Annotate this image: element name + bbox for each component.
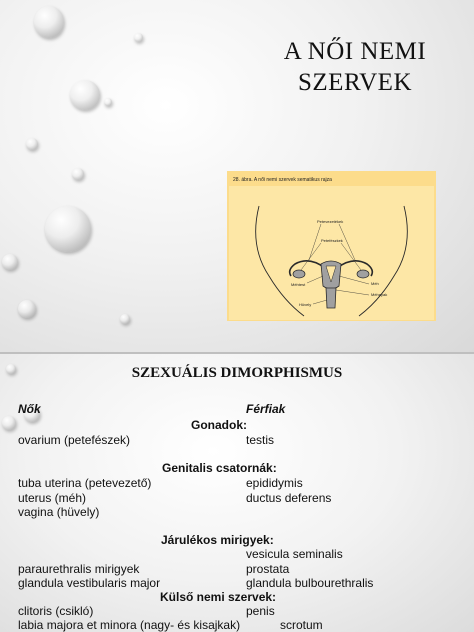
figure-caption: 28. ábra. A női nemi szervek sematikus rajza — [233, 177, 332, 183]
figure-drawing-area — [229, 186, 434, 320]
leader-line-mehnyak — [336, 290, 369, 295]
list-item: ductus deferens — [246, 491, 332, 505]
water-drop-decoration — [26, 138, 38, 150]
water-drop-decoration — [2, 416, 16, 430]
list-item: epididymis — [246, 476, 303, 490]
female-reproductive-diagram — [229, 186, 434, 320]
list-item: labia majora et minora (nagy- és kisajkak) — [18, 618, 241, 632]
list-item: glandula bulbourethralis — [246, 576, 374, 590]
water-drop-decoration — [45, 206, 91, 252]
list-item: vesicula seminalis — [246, 547, 343, 561]
slide-title-line-2: SZERVEK — [298, 69, 412, 96]
list-item: clitoris (csikló) — [18, 604, 94, 618]
label-mehnyak: Méhnyak — [371, 292, 388, 297]
slide-heading: SZEXUÁLIS DIMORPHISMUS — [131, 365, 343, 381]
list-item: tuba uterina (petevezető) — [18, 476, 152, 490]
label-meh: Méh — [371, 281, 379, 286]
body-outline-right — [359, 206, 407, 316]
left-ovary — [293, 270, 305, 278]
label-mehtest: Méhtest — [291, 282, 306, 287]
water-drop-decoration — [134, 33, 143, 42]
slide-title-line-1: A NŐI NEMI — [283, 38, 427, 65]
column-header-men: Férfiak — [246, 402, 286, 416]
column-header-women: Nők — [18, 402, 41, 416]
leader-line-petefeszkek — [301, 243, 321, 270]
body-outline-left — [256, 206, 304, 316]
water-drop-decoration — [72, 168, 84, 180]
leader-line-mehtest — [307, 276, 323, 283]
section-title-jarulekos: Járulékos mirigyek: — [161, 533, 274, 547]
list-item: penis — [246, 604, 275, 618]
water-drop-decoration — [34, 6, 64, 38]
list-item: scrotum — [280, 618, 323, 632]
label-huvely: Hüvely — [299, 302, 312, 307]
list-item: testis — [246, 433, 275, 447]
anatomy-figure — [227, 171, 436, 321]
label-petefeszkek: Petefészkek — [321, 238, 343, 243]
leader-line-petefeszkek-right — [341, 243, 361, 270]
slide-title — [270, 36, 440, 98]
section-title-gonadok: Gonadok: — [191, 418, 247, 432]
section-title-kulso: Külső nemi szervek: — [160, 590, 277, 604]
water-drop-decoration — [70, 80, 100, 110]
label-petevezetekek: Petevezetékek — [317, 219, 344, 224]
right-ovary — [357, 270, 369, 278]
list-item: ovarium (petefészek) — [18, 433, 131, 447]
water-drop-decoration — [18, 300, 36, 318]
list-item: glandula vestibularis major — [18, 576, 161, 590]
leader-line-petevezetekek — [309, 224, 321, 260]
list-item: prostata — [246, 562, 290, 576]
water-drop-decoration — [104, 98, 112, 106]
water-drop-decoration — [2, 254, 18, 270]
list-item: uterus (méh) — [18, 491, 87, 505]
list-item: paraurethralis mirigyek — [18, 562, 140, 576]
leader-line-huvely — [313, 300, 327, 304]
slide-2 — [0, 354, 474, 632]
section-title-genitalis: Genitalis csatornák: — [162, 461, 277, 475]
water-drop-decoration — [120, 314, 130, 324]
list-item: vagina (hüvely) — [18, 505, 100, 519]
cervix-vagina — [326, 288, 336, 308]
